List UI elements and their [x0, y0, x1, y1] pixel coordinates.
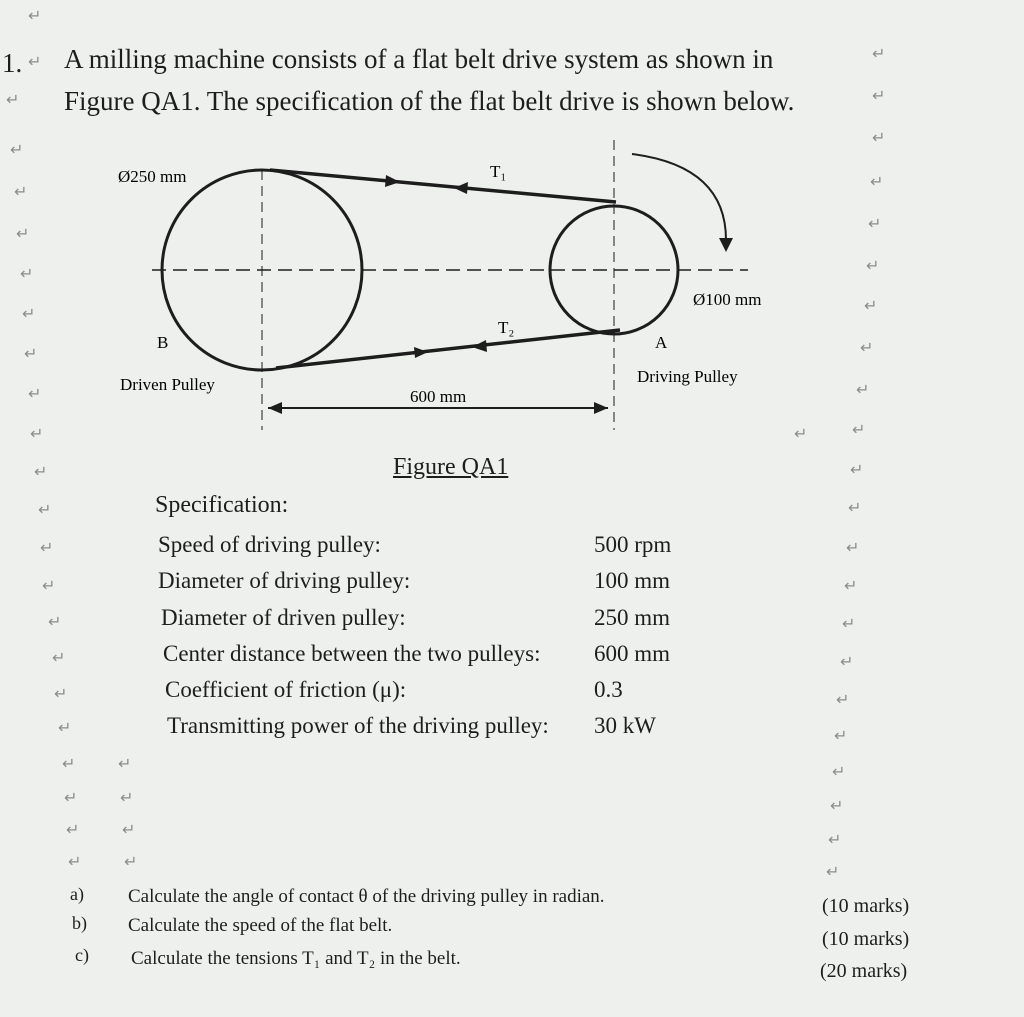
- subquestion-marks: (10 marks): [822, 928, 910, 950]
- paragraph-mark-icon: ↵: [826, 862, 840, 881]
- subquestion-text: Calculate the speed of the flat belt.: [128, 915, 393, 936]
- spec-label: Coefficient of friction (μ):: [165, 677, 407, 702]
- spec-value: 0.3: [594, 677, 623, 702]
- paragraph-mark-icon: ↵: [22, 304, 36, 323]
- spec-label: Diameter of driving pulley:: [158, 568, 411, 593]
- paragraph-mark-icon: ↵: [58, 718, 72, 737]
- spec-value: 500 rpm: [594, 532, 672, 557]
- figure-caption: Figure QA1: [393, 454, 509, 480]
- paragraph-mark-icon: ↵: [842, 614, 856, 633]
- rotation-arrow: [632, 154, 726, 240]
- belt-slack-side: [276, 330, 620, 368]
- paragraph-mark-icon: ↵: [834, 726, 848, 745]
- paragraph-mark-icon: ↵: [872, 86, 886, 105]
- belt-arrow-top-right: [385, 175, 400, 187]
- paragraph-mark-icon: ↵: [52, 648, 66, 667]
- driven-diameter-label: Ø250 mm: [118, 167, 187, 186]
- paragraph-mark-icon: ↵: [120, 788, 134, 807]
- subquestion-text: Calculate the tensions T₁ and T₂ in the belt.: [131, 948, 461, 969]
- paragraph-mark-icon: ↵: [870, 172, 884, 191]
- paragraph-mark-icon: ↵: [30, 424, 44, 443]
- paragraph-mark-icon: ↵: [42, 576, 56, 595]
- spec-label: Transmitting power of the driving pulley:: [167, 713, 549, 738]
- driven-pulley-label: Driven Pulley: [120, 375, 215, 394]
- paragraph-mark-icon: ↵: [794, 424, 808, 443]
- paragraph-mark-icon: ↵: [66, 820, 80, 839]
- paragraph-mark-icon: ↵: [868, 214, 882, 233]
- subquestion-letter: a): [70, 884, 84, 904]
- point-b-label: B: [157, 333, 169, 352]
- paragraph-mark-icon: ↵: [836, 690, 850, 709]
- spec-value: 600 mm: [594, 641, 671, 666]
- paragraph-mark-icon: ↵: [866, 256, 880, 275]
- dim-arrow-right: [594, 402, 608, 414]
- paragraph-mark-icon: ↵: [846, 538, 860, 557]
- driving-diameter-label: Ø100 mm: [693, 290, 762, 309]
- paragraph-mark-icon: ↵: [16, 224, 30, 243]
- dim-arrow-left: [268, 402, 282, 414]
- spec-value: 100 mm: [594, 568, 671, 593]
- paragraph-mark-icon: ↵: [20, 264, 34, 283]
- paragraph-mark-icon: ↵: [118, 754, 132, 773]
- spec-value: 30 kW: [594, 713, 656, 738]
- paragraph-mark-icon: ↵: [860, 338, 874, 357]
- paragraph-mark-icon: ↵: [28, 52, 42, 71]
- paragraph-mark-icon: ↵: [844, 576, 858, 595]
- rotation-arrowhead: [719, 238, 733, 252]
- spec-value: 250 mm: [594, 605, 671, 630]
- subquestion-marks: (20 marks): [820, 960, 908, 982]
- paragraph-mark-icon: ↵: [68, 852, 82, 871]
- paragraph-mark-icon: ↵: [38, 500, 52, 519]
- paragraph-mark-icon: ↵: [850, 460, 864, 479]
- paragraph-mark-icon: ↵: [856, 380, 870, 399]
- paragraph-mark-icon: ↵: [872, 44, 886, 63]
- belt-arrow-top-left: [454, 182, 468, 194]
- paragraph-mark-icon: ↵: [28, 384, 42, 403]
- subquestion-text: Calculate the angle of contact θ of the driving pulley in radian.: [128, 886, 605, 907]
- belt-arrow-bottom-right: [414, 347, 428, 358]
- subquestion-marks: (10 marks): [822, 895, 910, 917]
- paragraph-mark-icon: ↵: [6, 90, 20, 109]
- paragraph-mark-icon: ↵: [122, 820, 136, 839]
- paragraph-mark-icon: ↵: [34, 462, 48, 481]
- paragraph-mark-icon: ↵: [872, 128, 886, 147]
- paragraph-mark-icon: ↵: [848, 498, 862, 517]
- paragraph-mark-icon: ↵: [864, 296, 878, 315]
- belt-drive-diagram: [100, 130, 800, 440]
- point-a-label: A: [655, 333, 668, 352]
- paragraph-mark-icon: ↵: [28, 6, 42, 25]
- question-number: 1.: [2, 48, 23, 78]
- spec-label: Diameter of driven pulley:: [161, 605, 406, 630]
- paragraph-mark-icon: ↵: [830, 796, 844, 815]
- subquestion-letter: b): [72, 913, 87, 933]
- paragraph-mark-icon: ↵: [10, 140, 24, 159]
- belt-arrow-bottom-left: [472, 340, 487, 352]
- paragraph-mark-icon: ↵: [840, 652, 854, 671]
- tension-top-label: T₁: [490, 162, 507, 181]
- paragraph-mark-icon: ↵: [832, 762, 846, 781]
- paragraph-mark-icon: ↵: [24, 344, 38, 363]
- intro-line-2: Figure QA1. The specification of the flat belt drive is shown below.: [64, 86, 795, 116]
- paragraph-mark-icon: ↵: [48, 612, 62, 631]
- paragraph-mark-icon: ↵: [64, 788, 78, 807]
- spec-label: Center distance between the two pulleys:: [163, 641, 541, 666]
- paragraph-mark-icon: ↵: [14, 182, 28, 201]
- belt-tight-side: [270, 170, 616, 202]
- paragraph-mark-icon: ↵: [852, 420, 866, 439]
- tension-bottom-label: T₂: [498, 318, 515, 337]
- intro-line-1: A milling machine consists of a flat belt drive system as shown in: [64, 44, 774, 74]
- paragraph-mark-icon: ↵: [828, 830, 842, 849]
- paragraph-mark-icon: ↵: [54, 684, 68, 703]
- center-distance-label: 600 mm: [410, 387, 467, 406]
- spec-label: Speed of driving pulley:: [158, 532, 381, 557]
- driving-pulley-label: Driving Pulley: [637, 367, 738, 386]
- paragraph-mark-icon: ↵: [62, 754, 76, 773]
- specification-heading: Specification:: [155, 492, 289, 518]
- subquestion-letter: c): [75, 945, 89, 965]
- paragraph-mark-icon: ↵: [124, 852, 138, 871]
- paragraph-mark-icon: ↵: [40, 538, 54, 557]
